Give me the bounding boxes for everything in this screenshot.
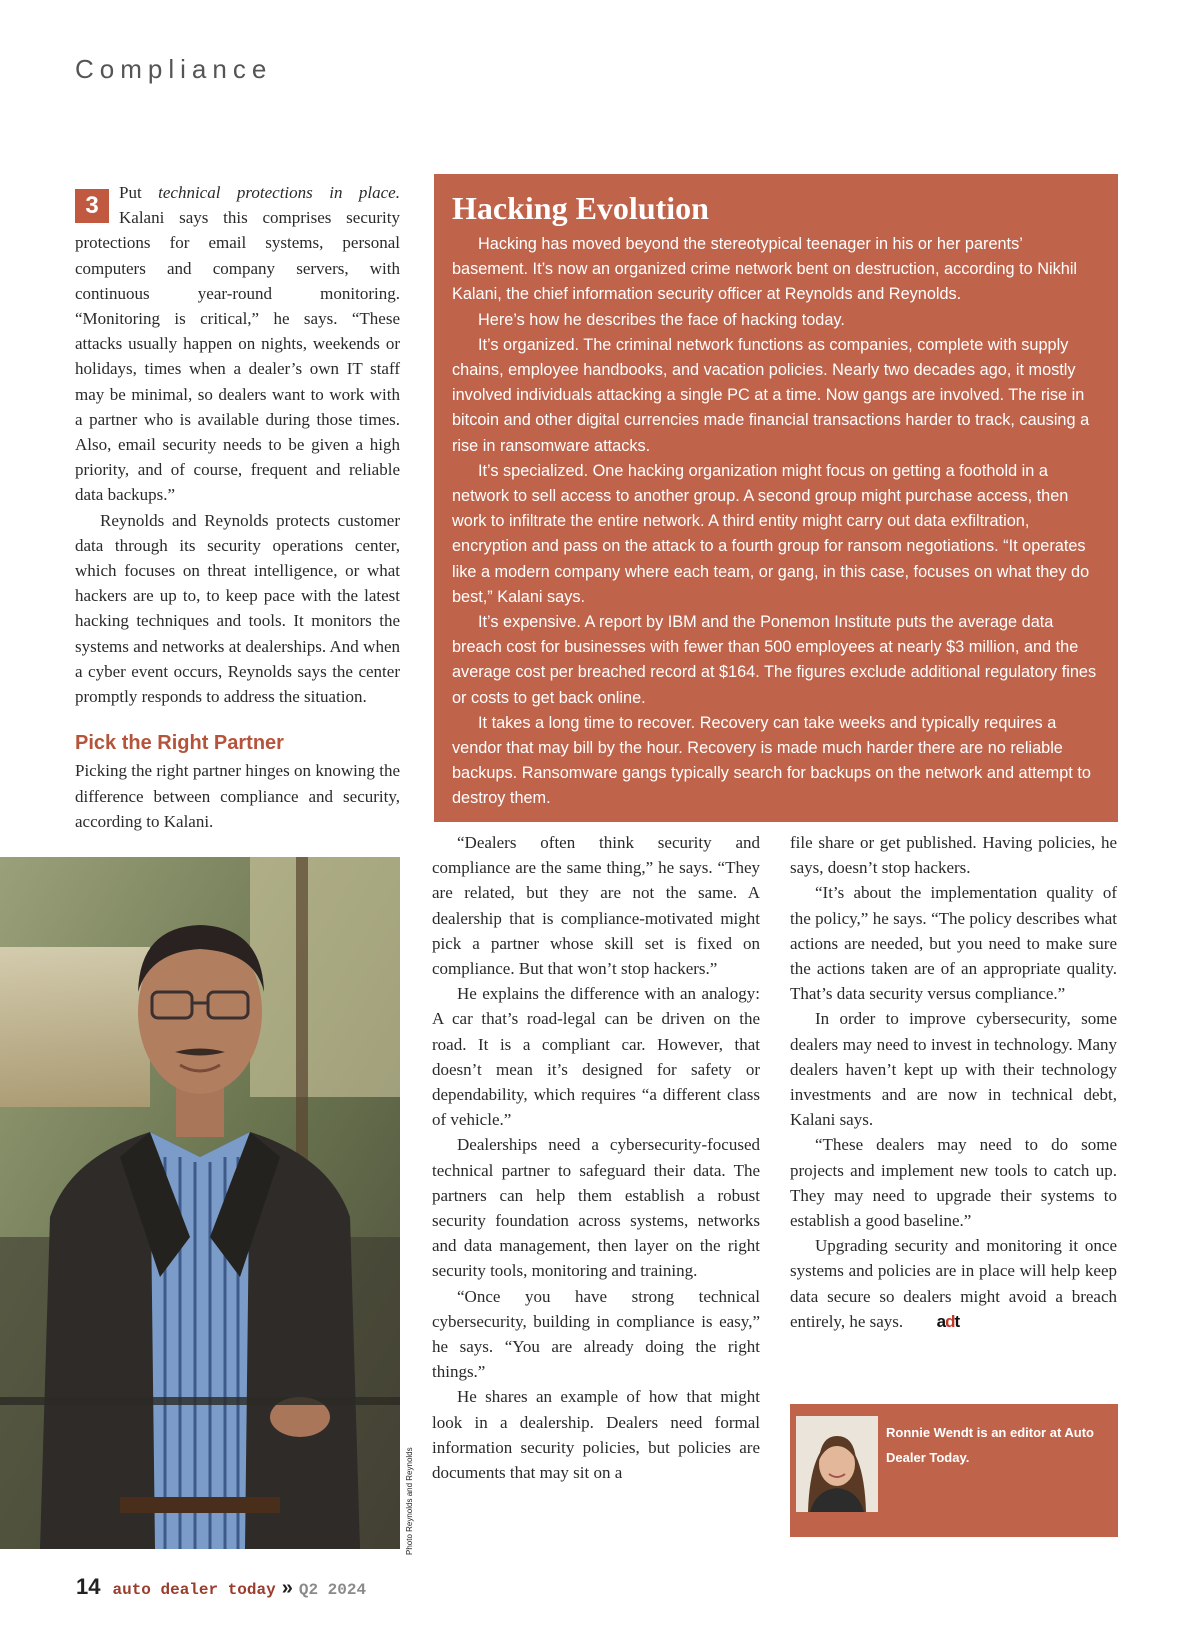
body-paragraph: Reynolds and Reynolds protects customer data through its security operations center, which focuses on threat intelligence, or what hackers are up to, to keep pace with the latest hacking techniques and tools. It monitors the systems and networks at dealerships. And when a cyber event occurs, Reynolds says the center promptly responds to address the situation. <box>75 510 400 707</box>
sidebar-paragraph: Hacking has moved beyond the stereotypical teenager in his or her parents’ basement. It’s now an organized crime network bent on destruction, according to Nikhil Kalani, the chief information security officer at Reynolds and Reynolds. <box>452 235 1078 304</box>
body-paragraph: Picking the right partner hinges on knowing the difference between compliance and security, according to Kalani. <box>75 761 400 831</box>
body-paragraph: He shares an example of how that might look in a dealership. Dealers need formal information security policies, but policies are documents that may sit on a <box>432 1387 760 1483</box>
author-bio-box <box>790 1404 1118 1537</box>
author-photo <box>796 1416 878 1512</box>
middle-column <box>432 830 760 1485</box>
photo-credit: Photo Reynolds and Reynolds <box>405 1447 414 1555</box>
body-paragraph: “It’s about the implementation quality of the policy,” he says. “The policy describes what actions are needed, but you need to make sure the actions taken are of an appropriate quality. That’s data security versus compliance.” <box>790 883 1117 1004</box>
body-paragraph: file share or get published. Having policies, he says, doesn’t stop hackers. <box>790 833 1117 878</box>
section-label: Compliance <box>75 54 273 84</box>
final-paragraph: Upgrading security and monitoring it once systems and policies are in place will help keep data secure so dealers might avoid a breach entirely, he says. adt <box>790 1233 1117 1334</box>
step-3-paragraph: 3 Put technical protections in place. Kalani says this comprises security protections for email systems, personal computers and company servers, with continuous year-round monitoring. “Monitoring is critical,” he says. “These attacks usually happen on nights, weekends or holidays, times when a dealer’s own IT staff may be minimal, so dealers want to work with a partner who is available during those times. Also, email security needs to be given a high priority, and of course, frequent and reliable data backups.” <box>75 183 400 505</box>
body-paragraph: “Once you have strong technical cybersecurity, building in compliance is easy,” he says. “You are already doing the right things.” <box>432 1286 760 1382</box>
sidebar-paragraph: It’s specialized. One hacking organization might focus on getting a foothold in a network to sell access to another group. A second group might purchase access, then work to infiltrate the entire network. A third entity might carry out data exfiltration, encryption and pass on the attack to a fourth group for ransom negotiations. “It operates like a modern company where each team, or gang, in this case, focuses on what they do best,” Kalani says. <box>452 461 1090 606</box>
end-mark-logo: adt <box>936 1311 960 1331</box>
body-paragraph: “Dealers often think security and compliance are the same thing,” he says. “They are related, but they are not the same. A dealership that is compliance-motivated might pick a partner whose skill set is fixed on compliance. But that won’t stop hackers.” <box>432 833 760 979</box>
author-bio-text: Ronnie Wendt is an editor at Auto Dealer Today. <box>886 1425 1094 1465</box>
body-paragraph: In order to improve cybersecurity, some dealers may need to invest in technology. Many dealers haven’t kept up with their technology investments and are now in technical debt, Kalani says. <box>790 1009 1117 1130</box>
body-paragraph: “These dealers may need to do some projects and implement new tools to catch up. They may need to upgrade their systems to establish a good baseline.” <box>790 1135 1117 1231</box>
step-3-emphasis: technical protections in place. <box>158 183 400 202</box>
sidebar-hacking-evolution <box>434 174 1118 822</box>
sidebar-title: Hacking Evolution <box>452 190 709 226</box>
sidebar-paragraph: It takes a long time to recover. Recovery can take weeks and typically requires a vendor that may bill by the hour. Recovery is made much harder there are no reliable backups. Ransomware gangs typically search for backups on the network and attempt to destroy them. <box>452 713 1091 808</box>
right-column <box>790 830 1117 1334</box>
sidebar-paragraph: It’s expensive. A report by IBM and the Ponemon Institute puts the average data breach cost for businesses with fewer than 500 employees at nearly $3 million, and the average cost per breached record at $164. The figures exclude additional regulatory fines or costs to get back online. <box>452 613 1097 707</box>
double-chevron-icon: » <box>281 1577 293 1599</box>
sidebar-paragraph: Here’s how he describes the face of hacking today. <box>478 310 845 329</box>
sidebar-paragraph: It’s organized. The criminal network functions as companies, complete with supply chains, employee handbooks, and vacation policies. Nearly two decades ago, it mostly involved individuals attacking a single PC at a time. Now gangs are involved. The rise in bitcoin and other digital currencies made financial transactions harder to track, causing a rise in ransomware attacks. <box>452 335 1090 455</box>
issue-label: Q2 2024 <box>298 1581 367 1599</box>
subhead-pick-partner: Pick the Right Partner <box>75 732 284 755</box>
body-paragraph: Dealerships need a cybersecurity-focused technical partner to safeguard their data. The partners can help them establish a robust security foundation across systems, networks and data management, then layer on the right security tools, monitoring and training. <box>432 1135 760 1281</box>
magazine-name: auto dealer today <box>112 1581 276 1599</box>
body-paragraph: He explains the difference with an analogy: A car that’s road-legal can be driven on the road. It is a compliant car. However, that doesn’t mean it’s designed for safety or dependability, which requires “a different class of vehicle.” <box>432 984 760 1130</box>
portrait-photo <box>0 857 400 1549</box>
step-number-badge: 3 <box>75 189 109 223</box>
page-number: 14 <box>76 1574 101 1599</box>
page-footer <box>76 1574 366 1600</box>
left-column <box>75 180 400 834</box>
